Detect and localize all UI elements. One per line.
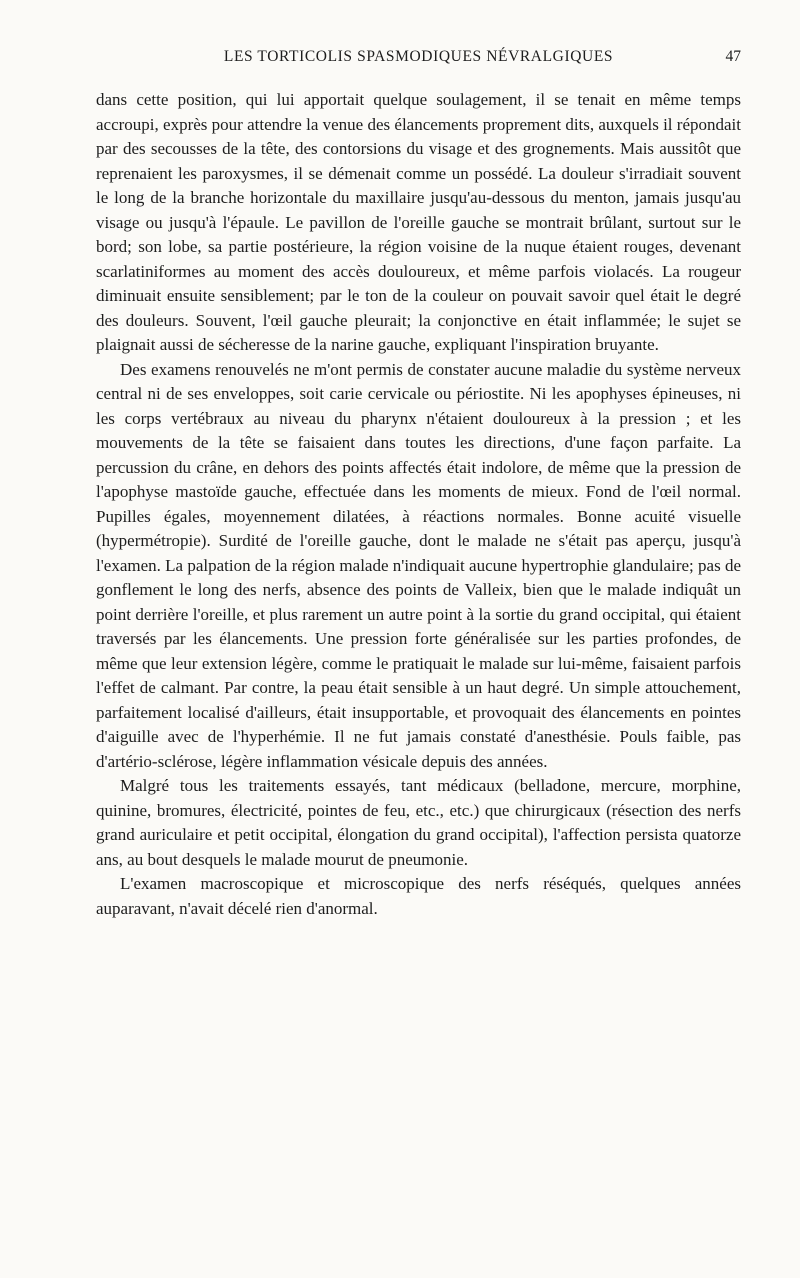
- paragraph: Des examens renouvelés ne m'ont permis de constater aucune maladie du système nerveux central ni de ses enveloppes, soit carie cervicale ou périostite. Ni les apophyses épineuses, ni les corps vertébraux au niveau du pharynx n'étaient douloureux à la pression ; et les mouvements de la tête se faisaient dans toutes les directions, d'une façon parfaite. La percussion du crâne, en dehors des points affectés était indolore, de même que la pression de l'apophyse mastoïde gauche, effectuée dans les moments de mieux. Fond de l'œil normal. Pupilles égales, moyennement dilatées, à réactions normales. Bonne acuité visuelle (hypermétropie). Surdité de l'oreille gauche, dont le malade ne s'était pas aperçu, jusqu'à l'examen. La palpation de la région malade n'indiquait aucune hypertrophie glandulaire; pas de gonflement le long des nerfs, absence des points de Valleix, bien que le malade indiquât un point derrière l'oreille, et plus rarement un autre point à la sortie du grand occipital, qui étaient traversés par les élancements. Une pression forte généralisée sur les parties profondes, de même que leur extension légère, comme le pratiquait le malade sur lui-même, faisaient parfois l'effet de calmant. Par contre, la peau était sensible à un haut degré. Un simple attouchement, parfaitement localisé d'ailleurs, était insupportable, et provoquait des élancements en pointes d'aiguille avec de l'hyperhémie. Il ne fut jamais constaté d'anesthésie. Pouls faible, pas d'artério-sclérose, légère inflammation vésicale depuis des années.: [96, 359, 741, 771]
- running-title: LES TORTICOLIS SPASMODIQUES NÉVRALGIQUES: [223, 48, 614, 65]
- paragraph: L'examen macroscopique et microscopique des nerfs réséqués, quelques années auparavant, n'avait décelé rien d'anormal.: [96, 874, 741, 918]
- body-text: [96, 88, 741, 921]
- running-head: [96, 48, 741, 74]
- page-number: 47: [725, 48, 741, 65]
- paragraph: dans cette position, qui lui apportait quelque soulagement, il se tenait en même temps accroupi, exprès pour attendre la venue des élancements proprement dits, auxquels il répondait par des secousses de la tête, des contorsions du visage et des grognements. Mais aussitôt que reprenaient les paroxysmes, il se démenait comme un possédé. La douleur s'irradiait souvent le long de la branche horizontale du maxillaire jusqu'au-dessous du menton, jamais jusqu'au visage ou jusqu'à l'épaule. Le pavillon de l'oreille gauche se montrait brûlant, surtout sur le bord; son lobe, sa partie postérieure, la région voisine de la nuque étaient rouges, devenant scarlatiniformes au moment des accès douloureux, et même parfois violacés. La rougeur diminuait ensuite sensiblement; par le ton de la couleur on pouvait savoir quel était le degré des douleurs. Souvent, l'œil gauche pleurait; la conjonctive en était inflammée; le sujet se plaignait aussi de sécheresse de la narine gauche, expliquant l'inspiration bruyante.: [96, 90, 741, 354]
- paragraph: Malgré tous les traitements essayés, tant médicaux (belladone, mercure, morphine, quinine, bromures, électricité, pointes de feu, etc., etc.) que chirurgicaux (résection des nerfs grand auriculaire et petit occipital, élongation du grand occipital), l'affection persista quatorze ans, au bout desquels le malade mourut de pneumonie.: [96, 776, 741, 869]
